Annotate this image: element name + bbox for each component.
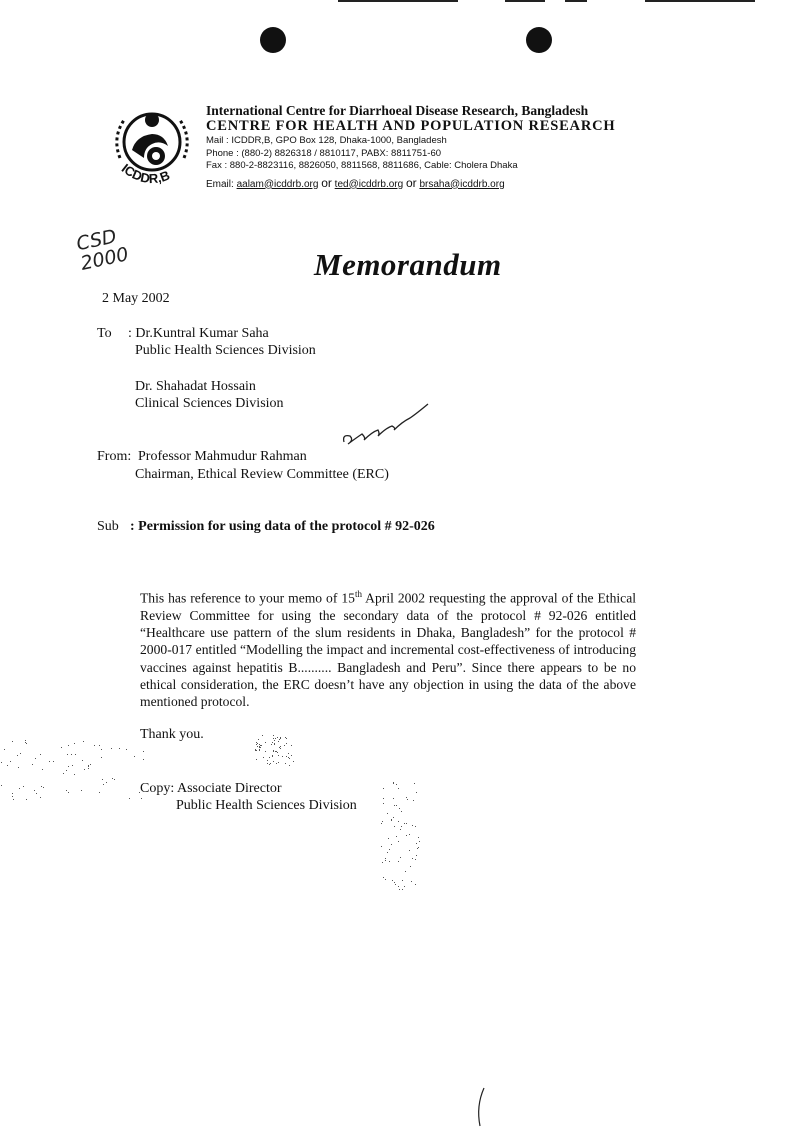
scan-speck bbox=[277, 752, 278, 753]
scan-speck bbox=[398, 821, 399, 822]
scan-speck bbox=[141, 798, 142, 799]
scan-speck bbox=[382, 821, 383, 822]
scan-speck bbox=[20, 753, 21, 754]
phone-numbers: Phone : (880-2) 8826318 / 8810117, PABX: 8811751-60 bbox=[206, 147, 442, 159]
scan-speck bbox=[114, 779, 115, 780]
scan-speck bbox=[399, 889, 400, 890]
scan-speck bbox=[143, 759, 144, 760]
scan-speck bbox=[279, 739, 280, 740]
scan-speck bbox=[415, 826, 416, 827]
scan-speck bbox=[410, 866, 411, 867]
subject-text bbox=[130, 518, 435, 535]
logo-text: ICDDR,B bbox=[118, 160, 172, 187]
scan-speck bbox=[83, 741, 84, 742]
scan-speck bbox=[391, 819, 392, 820]
letterhead bbox=[206, 104, 615, 192]
scan-speck bbox=[273, 735, 274, 736]
scan-speck bbox=[284, 745, 285, 746]
scan-speck bbox=[25, 740, 26, 741]
scan-speck bbox=[404, 886, 405, 887]
pen-mark bbox=[470, 1086, 490, 1128]
scan-speck bbox=[259, 750, 260, 751]
svg-text:ICDDR,B bbox=[119, 161, 172, 187]
scan-speck bbox=[409, 834, 410, 835]
scan-speck bbox=[99, 745, 100, 746]
scan-edge-line bbox=[645, 0, 755, 2]
scan-speck bbox=[75, 754, 76, 755]
scan-speck bbox=[405, 871, 406, 872]
scan-speck bbox=[4, 749, 5, 750]
scan-speck bbox=[134, 756, 135, 757]
scan-speck bbox=[398, 788, 399, 789]
scan-speck bbox=[396, 836, 397, 837]
scan-edge-line bbox=[505, 0, 545, 2]
scan-speck bbox=[272, 756, 273, 757]
scan-speck bbox=[383, 788, 384, 789]
scan-speck bbox=[41, 786, 42, 787]
body-superscript: th bbox=[354, 589, 362, 599]
recipient-2-name: Dr. Shahadat Hossain bbox=[135, 379, 256, 394]
org-name: International Centre for Diarrhoeal Disease Research, Bangladesh bbox=[206, 103, 589, 118]
scan-speck bbox=[276, 751, 277, 752]
scan-speck bbox=[402, 880, 403, 881]
scan-speck bbox=[273, 761, 274, 762]
scan-speck bbox=[385, 858, 386, 859]
scan-speck bbox=[269, 757, 270, 758]
scan-edge-line bbox=[338, 0, 458, 2]
scan-speck bbox=[119, 748, 120, 749]
scan-speck bbox=[81, 790, 82, 791]
scan-speck bbox=[271, 744, 272, 745]
scan-speck bbox=[409, 850, 410, 851]
scan-speck bbox=[101, 757, 102, 758]
scan-speck bbox=[383, 798, 384, 799]
mail-address: Mail : ICDDR,B, GPO Box 128, Dhaka-1000, Bangladesh bbox=[206, 135, 447, 146]
scan-speck bbox=[383, 877, 384, 878]
email-label: Email: bbox=[206, 178, 234, 190]
scan-speck bbox=[18, 767, 19, 768]
scan-speck bbox=[285, 763, 286, 764]
scan-speck bbox=[260, 745, 261, 746]
scan-speck bbox=[394, 826, 395, 827]
scan-speck bbox=[406, 835, 407, 836]
scan-speck bbox=[103, 784, 104, 785]
scan-speck bbox=[23, 786, 24, 787]
scan-speck bbox=[276, 763, 277, 764]
scan-speck bbox=[40, 754, 41, 755]
scan-speck bbox=[74, 743, 75, 744]
scan-speck bbox=[273, 751, 274, 752]
scan-speck bbox=[256, 759, 257, 760]
scan-speck bbox=[286, 743, 287, 744]
scan-speck bbox=[106, 782, 107, 783]
scan-speck bbox=[261, 745, 262, 746]
subject-label: Sub bbox=[97, 519, 119, 534]
scan-speck bbox=[275, 738, 276, 739]
scan-speck bbox=[71, 754, 72, 755]
scan-speck bbox=[381, 846, 382, 847]
scan-speck bbox=[67, 754, 68, 755]
scan-speck bbox=[275, 751, 276, 752]
scan-speck bbox=[102, 779, 103, 780]
scan-speck bbox=[19, 788, 20, 789]
scan-speck bbox=[398, 841, 399, 842]
sender-name: Professor Mahmudur Rahman bbox=[138, 449, 307, 464]
scan-speck bbox=[99, 792, 100, 793]
scan-speck bbox=[407, 799, 408, 800]
scan-speck bbox=[293, 761, 294, 762]
scan-edge-line bbox=[565, 0, 587, 2]
scan-speck bbox=[32, 764, 33, 765]
scan-speck bbox=[414, 783, 415, 784]
closing: Thank you. bbox=[140, 727, 204, 742]
scan-speck bbox=[398, 861, 399, 862]
copy-to: Copy: Associate Director bbox=[140, 781, 282, 796]
scan-speck bbox=[1, 762, 2, 763]
scan-speck bbox=[412, 858, 413, 859]
from-label: From: bbox=[97, 449, 132, 464]
scan-speck bbox=[415, 859, 416, 860]
scan-speck bbox=[387, 813, 388, 814]
scan-speck bbox=[256, 750, 257, 751]
scan-speck bbox=[389, 861, 390, 862]
scan-speck bbox=[139, 792, 140, 793]
scan-speck bbox=[387, 852, 388, 853]
scan-speck bbox=[399, 808, 400, 809]
recipient-1-name: : Dr.Kuntral Kumar Saha bbox=[128, 326, 269, 341]
recipient-2-division: Clinical Sciences Division bbox=[135, 396, 284, 411]
punch-hole bbox=[526, 27, 552, 53]
scan-speck bbox=[36, 793, 37, 794]
body-text-start: This has reference to your memo of 15 bbox=[140, 590, 355, 606]
scan-speck bbox=[53, 761, 54, 762]
scan-speck bbox=[26, 799, 27, 800]
scan-speck bbox=[282, 756, 283, 757]
scan-speck bbox=[418, 837, 419, 838]
scan-speck bbox=[286, 756, 287, 757]
sender-position: Chairman, Ethical Review Committee (ERC) bbox=[135, 467, 389, 482]
scan-speck bbox=[265, 751, 266, 752]
scan-speck bbox=[101, 749, 102, 750]
scan-speck bbox=[401, 811, 402, 812]
scan-speck bbox=[82, 760, 83, 761]
scan-speck bbox=[418, 847, 419, 848]
scan-speck bbox=[400, 857, 401, 858]
scan-speck bbox=[389, 849, 390, 850]
scan-speck bbox=[267, 760, 268, 761]
scan-speck bbox=[12, 796, 13, 797]
scan-speck bbox=[74, 774, 75, 775]
scan-speck bbox=[288, 753, 289, 754]
email-link-1[interactable]: aalam@icddrb.org bbox=[236, 178, 319, 190]
scan-speck bbox=[90, 764, 91, 765]
scan-speck bbox=[412, 825, 413, 826]
scan-speck bbox=[43, 787, 44, 788]
scan-speck bbox=[396, 805, 397, 806]
scan-speck bbox=[262, 735, 263, 736]
scan-speck bbox=[274, 744, 275, 745]
body-text-rest: April 2002 requesting the approval of the Ethical Review Committee for using the secondary data of the protocol # 92-026 entitled “Healthcare use pattern of the slum residents in Dhaka, Bangladesh” for the protocol # 2000-017 entitled “Modelling the impact and incremental cost-effectiveness of introducing vaccines against hepatitis B.......... Bangladesh and Peru”. Since there appears to be no ethical consideration, the ERC doesn’t have any objection in using the data of the above mentioned protocol. bbox=[140, 590, 636, 710]
scan-speck bbox=[278, 741, 279, 742]
scan-speck bbox=[416, 843, 417, 844]
scan-speck bbox=[112, 778, 113, 779]
handwritten-note: CSD 2000 bbox=[74, 225, 131, 275]
email-line bbox=[206, 176, 615, 192]
scan-speck bbox=[416, 855, 417, 856]
memo-date: 2 May 2002 bbox=[102, 291, 170, 306]
centre-name: CENTRE FOR HEALTH AND POPULATION RESEARCH bbox=[206, 118, 616, 134]
scan-speck bbox=[256, 744, 257, 745]
scan-speck bbox=[406, 823, 407, 824]
email-link-2[interactable]: ted@icddrb.org bbox=[334, 178, 404, 190]
email-or: or bbox=[321, 175, 332, 190]
scan-speck bbox=[273, 738, 274, 739]
scan-speck bbox=[35, 758, 36, 759]
memo-title: Memorandum bbox=[314, 247, 502, 282]
scan-speck bbox=[396, 784, 397, 785]
scan-speck bbox=[257, 743, 258, 744]
scan-speck bbox=[84, 769, 85, 770]
scan-speck bbox=[143, 751, 144, 752]
scan-speck bbox=[40, 797, 41, 798]
scan-speck bbox=[393, 783, 394, 784]
scan-speck bbox=[10, 761, 11, 762]
scan-speck bbox=[63, 773, 64, 774]
scan-speck bbox=[280, 737, 281, 738]
signature bbox=[340, 398, 432, 450]
scan-speck bbox=[269, 764, 270, 765]
scan-speck bbox=[1, 785, 2, 786]
scan-speck bbox=[68, 792, 69, 793]
scan-speck bbox=[68, 766, 69, 767]
scan-speck bbox=[66, 770, 67, 771]
scan-speck bbox=[391, 844, 392, 845]
scan-speck bbox=[272, 742, 273, 743]
scan-speck bbox=[278, 762, 279, 763]
scan-speck bbox=[413, 800, 414, 801]
scan-speck bbox=[126, 749, 127, 750]
scan-speck bbox=[404, 823, 405, 824]
scan-speck bbox=[402, 889, 403, 890]
copy-division: Public Health Sciences Division bbox=[176, 798, 357, 813]
recipient-1-division: Public Health Sciences Division bbox=[135, 343, 316, 358]
scan-speck bbox=[267, 763, 268, 764]
scan-speck bbox=[25, 742, 26, 743]
scan-speck bbox=[129, 798, 130, 799]
scan-speck bbox=[12, 793, 13, 794]
scan-speck bbox=[68, 745, 69, 746]
email-or: or bbox=[405, 175, 417, 190]
email-link-3[interactable]: brsaha@icddrb.org bbox=[419, 178, 505, 190]
fax-numbers: Fax : 880-2-8823116, 8826050, 8811568, 8811686, Cable: Cholera Dhaka bbox=[206, 160, 518, 171]
scan-speck bbox=[419, 841, 420, 842]
scan-speck bbox=[394, 805, 395, 806]
scan-speck bbox=[286, 738, 287, 739]
scan-speck bbox=[388, 838, 389, 839]
scan-speck bbox=[415, 884, 416, 885]
scan-speck bbox=[392, 880, 393, 881]
scan-speck bbox=[42, 769, 43, 770]
scan-speck bbox=[385, 879, 386, 880]
scan-speck bbox=[280, 748, 281, 749]
scan-speck bbox=[277, 737, 278, 738]
scan-speck bbox=[278, 755, 279, 756]
to-label: To bbox=[97, 326, 112, 341]
punch-hole bbox=[260, 27, 286, 53]
scan-speck bbox=[270, 763, 271, 764]
scan-speck bbox=[7, 765, 8, 766]
scan-speck bbox=[274, 740, 275, 741]
scan-speck bbox=[393, 798, 394, 799]
scan-speck bbox=[49, 761, 50, 762]
icddrb-logo bbox=[106, 100, 198, 200]
scan-speck bbox=[280, 738, 281, 739]
scan-speck bbox=[111, 748, 112, 749]
scan-speck bbox=[401, 826, 402, 827]
scan-speck bbox=[274, 743, 275, 744]
scan-speck bbox=[265, 742, 266, 743]
scan-speck bbox=[34, 790, 35, 791]
scan-speck bbox=[398, 886, 399, 887]
scan-speck bbox=[259, 749, 260, 750]
scan-speck bbox=[13, 799, 14, 800]
scan-speck bbox=[383, 803, 384, 804]
scan-speck bbox=[417, 848, 418, 849]
scan-speck bbox=[263, 757, 264, 758]
scan-speck bbox=[381, 823, 382, 824]
scan-speck bbox=[289, 758, 290, 759]
scan-speck bbox=[291, 755, 292, 756]
scan-speck bbox=[17, 755, 18, 756]
scan-speck bbox=[400, 829, 401, 830]
scan-speck bbox=[26, 743, 27, 744]
scan-speck bbox=[66, 790, 67, 791]
scan-speck bbox=[88, 768, 89, 769]
scan-speck bbox=[260, 747, 261, 748]
scan-speck bbox=[12, 741, 13, 742]
scan-speck bbox=[94, 745, 95, 746]
scan-speck bbox=[393, 817, 394, 818]
scan-speck bbox=[289, 765, 290, 766]
scan-speck bbox=[385, 860, 386, 861]
body-paragraph bbox=[140, 586, 636, 711]
scan-speck bbox=[291, 745, 292, 746]
scan-speck bbox=[411, 881, 412, 882]
scan-speck bbox=[258, 739, 259, 740]
scan-speck bbox=[72, 765, 73, 766]
scan-speck bbox=[395, 884, 396, 885]
subject-value: : Permission for using data of the protocol # 92-026 bbox=[130, 519, 435, 534]
scan-speck bbox=[382, 862, 383, 863]
scan-speck bbox=[61, 747, 62, 748]
scan-speck bbox=[416, 792, 417, 793]
